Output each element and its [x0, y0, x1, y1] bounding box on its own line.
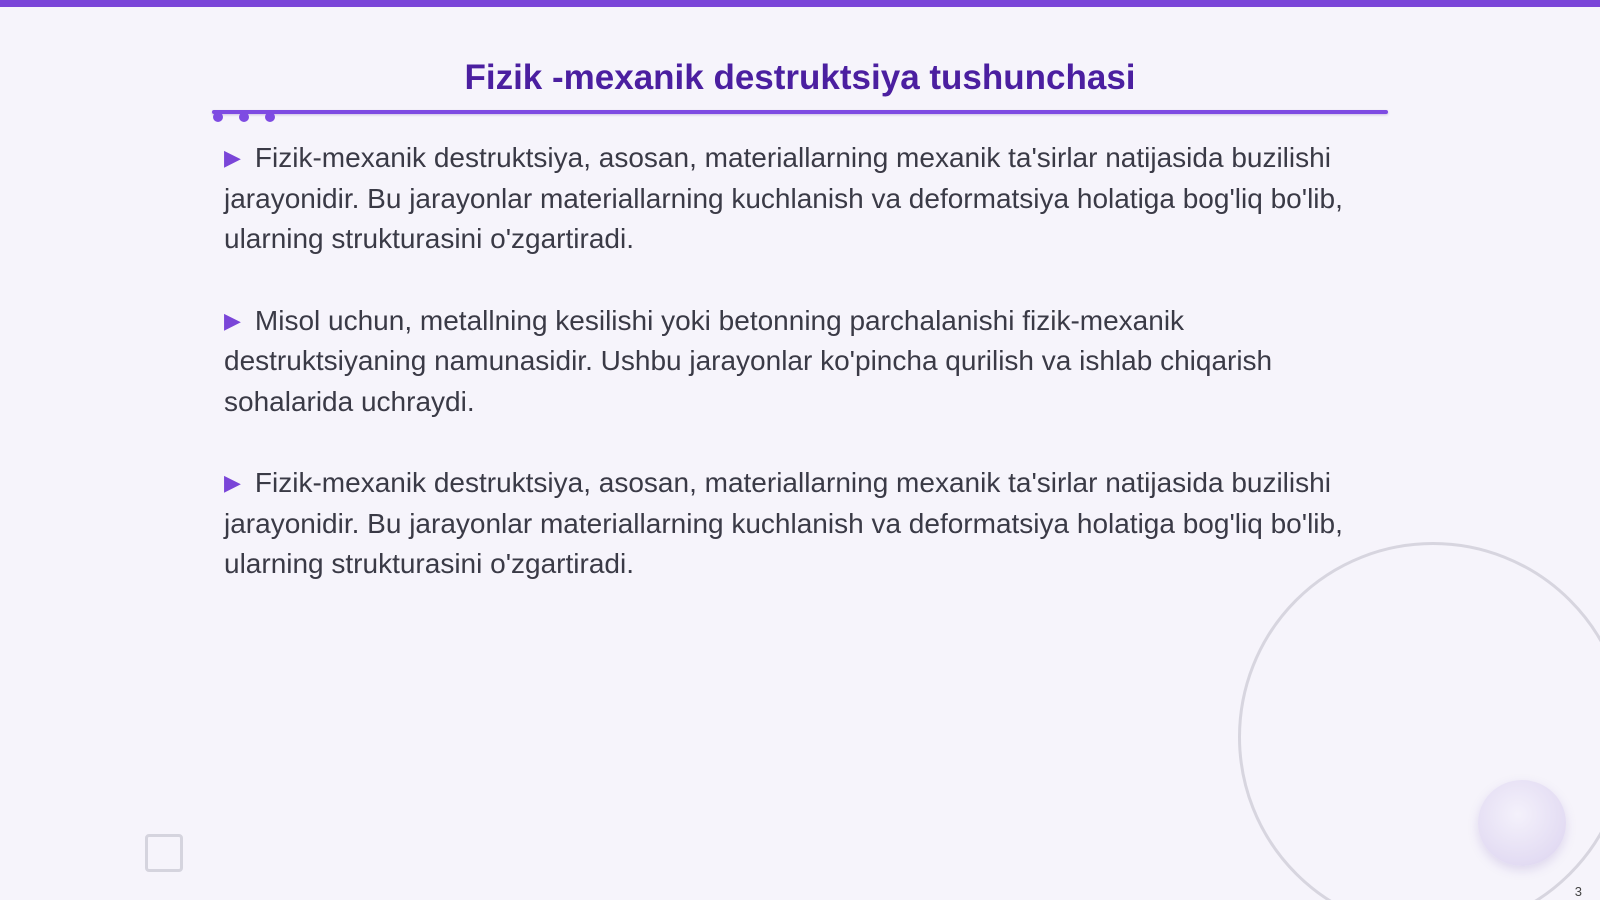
slide-number: 3 [1574, 884, 1582, 899]
underline-dot [239, 112, 249, 122]
bullet-text: Fizik-mexanik destruktsiya, asosan, materiallarning mexanik ta'sirlar natijasida buzilishi jarayonidir. Bu jarayonlar materiallarning kuchlanish va deformatsiya holatiga bog'liq bo'lib, ularning strukturasini o'zgartiradi. [224, 142, 1343, 254]
decorative-disc [1478, 780, 1566, 866]
triangle-bullet-icon: ▶ [224, 307, 241, 333]
bullet-item [224, 301, 1384, 423]
slide-title: Fizik -mexanik destruktsiya tushunchasi [464, 58, 1136, 97]
triangle-bullet-icon: ▶ [224, 470, 241, 495]
bullet-text: Fizik-mexanik destruktsiya, asosan, materiallarning mexanik ta'sirlar natijasida buzilishi jarayonidir. Bu jarayonlar materiallarning kuchlanish va deformatsiya holatiga bog'liq bo'lib, ularning strukturasini o'zgartiradi. [224, 467, 1343, 579]
title-underline [212, 110, 1388, 114]
decorative-square [145, 834, 183, 872]
bullet-list [224, 138, 1384, 626]
top-accent-bar [0, 0, 1600, 7]
underline-dot [213, 112, 223, 122]
triangle-bullet-icon: ▶ [224, 145, 241, 170]
bullet-item [224, 463, 1384, 585]
bullet-item [224, 138, 1384, 260]
underline-dot [265, 112, 275, 122]
bullet-text: Misol uchun, metallning kesilishi yoki betonning parchalanishi fizik-mexanik destruktsiyaning namunasidir. Ushbu jarayonlar ko'pincha qurilish va ishlab chiqarish sohalarida uchraydi. [224, 304, 1273, 417]
